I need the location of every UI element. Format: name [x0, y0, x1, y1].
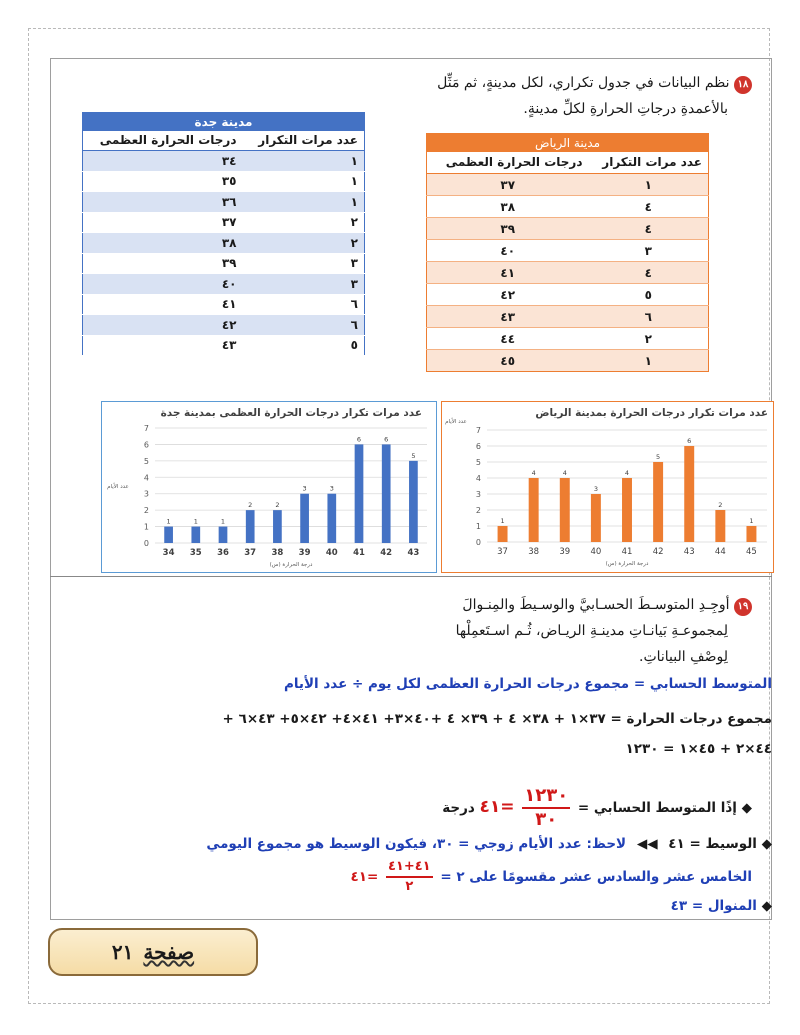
mean-label: إذًا المتوسط الحسابي =	[577, 800, 737, 816]
table-row	[83, 315, 365, 336]
table-row	[83, 274, 365, 295]
median-numerator: ٤١+٤١	[386, 858, 433, 878]
frequency-cell: ٢	[589, 328, 709, 350]
y-tick-label: 7	[475, 426, 481, 435]
y-axis-label: عدد الأيام	[107, 484, 129, 490]
y-tick-label: 7	[143, 424, 149, 433]
temperature-cell: ٤١	[427, 262, 589, 284]
page-number: ٢١	[111, 940, 134, 964]
temperature-cell: ٣٨	[83, 233, 243, 254]
riyadh-bar-chart	[441, 401, 774, 573]
frequency-cell: ٤	[589, 196, 709, 218]
y-tick-label: 0	[475, 538, 481, 547]
mode-line	[32, 898, 772, 914]
mean-numerator: ١٢٣٠	[522, 785, 570, 809]
data-label: 4	[531, 469, 536, 477]
data-label: 4	[562, 469, 567, 477]
frequency-cell: ٤	[589, 262, 709, 284]
frequency-cell: ١	[589, 350, 709, 372]
jeddah-header-temperature: درجات الحرارة العظمى	[83, 131, 243, 151]
bar	[246, 510, 255, 543]
bar	[219, 527, 228, 543]
y-tick-label: 1	[475, 522, 481, 531]
riyadh-header-frequency: عدد مرات التكرار	[589, 152, 709, 174]
riyadh-header-temperature: درجات الحرارة العظمى	[427, 152, 589, 174]
table-row	[427, 196, 709, 218]
mean-denominator: ٣٠	[535, 809, 558, 830]
jeddah-chart-svg	[102, 402, 435, 571]
y-tick-label: 3	[143, 489, 149, 499]
frequency-cell: ٣	[589, 240, 709, 262]
x-tick-label: 40	[325, 548, 338, 558]
temperature-cell: ٤١	[83, 294, 243, 315]
temperature-cell: ٣٦	[83, 192, 243, 213]
frequency-cell: ٦	[243, 315, 365, 336]
data-label: 4	[624, 469, 630, 477]
x-tick-label: 42	[380, 548, 393, 558]
diamond-bullet-icon: ◆	[741, 800, 752, 816]
section-divider	[50, 576, 772, 577]
temperature-cell: ٣٤	[83, 151, 243, 172]
x-tick-label: 36	[217, 548, 229, 558]
median-note-line-2: الخامس عشر والسادس عشر مقسومًا على ٢ = $\frac{٤١+٤١}{٢}$ =٤١	[350, 859, 752, 894]
x-axis-label: درجة الحرارة (س)	[605, 561, 649, 567]
frequency-cell: ٢	[243, 233, 365, 254]
temperature-cell: ٣٥	[83, 171, 243, 192]
median-result: ٤١	[350, 869, 367, 885]
frequency-cell: ٥	[589, 284, 709, 306]
data-label: 3	[329, 484, 334, 493]
question-19	[332, 592, 752, 670]
table-row	[83, 233, 365, 254]
median-denominator: ٢	[405, 879, 414, 894]
table-row	[427, 306, 709, 328]
frequency-cell: ١	[243, 171, 365, 192]
temperature-cell: ٤٠	[83, 274, 243, 295]
page-word: صفحة	[143, 940, 195, 964]
data-label: 1	[166, 517, 171, 526]
temperature-cell: ٤٤	[427, 328, 589, 350]
y-tick-label: 6	[475, 442, 481, 451]
temperature-cell: ٤٣	[83, 335, 243, 356]
table-row	[427, 218, 709, 240]
bar	[191, 527, 200, 543]
median-note: لاحظ: عدد الأيام زوجي = ٣٠، فيكون الوسيط هو مجموع اليومي	[206, 836, 627, 852]
y-tick-label: 4	[143, 473, 149, 483]
question-number-badge: ١٨	[734, 76, 752, 94]
x-tick-label: 43	[683, 547, 695, 557]
frequency-cell: ٤	[589, 218, 709, 240]
table-row	[83, 335, 365, 356]
frequency-cell: ٦	[243, 294, 365, 315]
data-label: 1	[749, 517, 754, 525]
y-axis-label: عدد الأيام	[445, 419, 467, 425]
diamond-bullet-icon: ◆	[761, 836, 772, 852]
table-row	[83, 253, 365, 274]
data-label: 5	[656, 453, 661, 461]
mean-fraction	[522, 785, 570, 831]
question-number-badge: ١٩	[734, 598, 752, 616]
median-line	[32, 836, 772, 852]
x-tick-label: 38	[528, 547, 540, 557]
y-tick-label: 5	[143, 456, 149, 466]
temperature-cell: ٤٢	[427, 284, 589, 306]
temperature-cell: ٣٩	[83, 253, 243, 274]
frequency-cell: ١	[243, 192, 365, 213]
bar	[746, 526, 756, 542]
table-row	[83, 151, 365, 172]
bar	[327, 494, 336, 543]
frequency-cell: ٣	[243, 274, 365, 295]
x-tick-label: 41	[621, 547, 633, 557]
x-tick-label: 42	[652, 547, 664, 557]
y-tick-label: 2	[143, 506, 149, 516]
x-tick-label: 41	[353, 548, 365, 558]
median-note-2: الخامس عشر والسادس عشر مقسومًا على ٢ =	[440, 869, 752, 885]
frequency-cell: ٢	[243, 212, 365, 233]
y-tick-label: 1	[143, 522, 149, 532]
bar	[382, 444, 391, 543]
table-row	[83, 294, 365, 315]
frequency-cell: ١	[243, 151, 365, 172]
x-tick-label: 45	[746, 547, 757, 557]
mode-label: المنوال = ٤٣	[670, 898, 757, 914]
y-tick-label: 5	[475, 458, 481, 467]
page-number-tag	[48, 928, 258, 976]
table-row	[427, 174, 709, 196]
temperature-cell: ٣٧	[83, 212, 243, 233]
x-tick-label: 37	[244, 548, 257, 558]
mean-result: ٤١	[479, 797, 501, 817]
frequency-cell: ١	[589, 174, 709, 196]
question-line-1: أوجِـدِ المتوسـطَ الحسـابيَّ والوسـيطَ والمِنـوالَ	[462, 597, 730, 613]
data-label: 1	[220, 517, 226, 526]
y-tick-label: 6	[143, 440, 149, 450]
table-row	[83, 192, 365, 213]
bar	[498, 526, 508, 542]
x-tick-label: 35	[189, 548, 202, 558]
bar	[684, 446, 694, 542]
data-label: 3	[302, 484, 307, 493]
bar	[653, 462, 663, 542]
bar	[164, 527, 173, 543]
jeddah-bar-chart	[101, 401, 437, 573]
temperature-cell: ٤٣	[427, 306, 589, 328]
jeddah-table-caption: مدينة جدة	[83, 113, 365, 131]
data-label: 1	[500, 517, 505, 525]
question-line-2: لِمجموعـةِ بَيانـاتِ مدينـةِ الريـاض، ثُـم اسـتَعمِلْها	[455, 623, 728, 639]
x-tick-label: 38	[271, 548, 284, 558]
riyadh-frequency-table	[426, 133, 709, 372]
frequency-cell: ٦	[589, 306, 709, 328]
y-tick-label: 4	[475, 474, 481, 483]
data-label: 1	[193, 517, 198, 526]
x-tick-label: 43	[407, 548, 420, 558]
x-axis-label: درجة الحرارة (س)	[269, 562, 313, 568]
x-tick-label: 37	[497, 547, 508, 557]
data-label: 2	[275, 501, 280, 510]
question-line-3: لِوصْفِ البياناتِ.	[639, 649, 728, 665]
jeddah-frequency-table	[82, 112, 365, 356]
table-row	[427, 284, 709, 306]
question-18	[372, 70, 752, 122]
table-row	[83, 171, 365, 192]
frequency-cell: ٣	[243, 253, 365, 274]
data-label: 6	[384, 435, 389, 444]
median-fraction	[386, 858, 433, 896]
riyadh-chart-svg	[442, 402, 772, 571]
mean-result-line: ◆ إذًا المتوسط الحسابي = $\frac{١٢٣٠}{٣٠}$ =٤١ درجة	[442, 785, 752, 830]
data-label: 6	[356, 435, 362, 444]
data-label: 2	[248, 501, 253, 510]
bar	[355, 444, 364, 543]
question-line-1: نظم البيانات في جدول تكراري، لكل مدينةٍ، ثم مَثِّل	[437, 75, 730, 91]
bar	[300, 494, 309, 543]
question-line-2: بالأعمدةِ درجاتِ الحرارةِ لكلِّ مدينةٍ.	[523, 101, 728, 117]
data-label: 5	[411, 451, 416, 460]
bar	[409, 461, 418, 543]
bar	[273, 510, 282, 543]
sum-line-1: مجموع درجات الحرارة = ٣٧×١ + ٣٨× ٤ + ٣٩× ٤ +٤٠×٣+ ٤١×٤+ ٤٢×٥+ ٤٣×٦ +	[222, 711, 772, 727]
x-tick-label: 39	[298, 548, 311, 558]
double-arrow-icon: ◀◀	[636, 836, 658, 852]
bar	[715, 510, 725, 542]
frequency-cell: ٥	[243, 335, 365, 356]
chart-title: عدد مرات تكرار درجات الحرارة العظمى بمدينة جدة	[160, 407, 422, 419]
table-row	[427, 240, 709, 262]
temperature-cell: ٣٨	[427, 196, 589, 218]
data-label: 2	[718, 501, 723, 509]
table-row	[427, 328, 709, 350]
data-label: 6	[687, 437, 692, 445]
bar	[591, 494, 601, 542]
y-tick-label: 0	[143, 539, 149, 548]
bar	[560, 478, 570, 542]
x-tick-label: 34	[162, 548, 175, 558]
mean-definition: المتوسط الحسابي = مجموع درجات الحرارة العظمى لكل يوم ÷ عدد الأيام	[283, 676, 772, 692]
data-label: 3	[593, 485, 598, 493]
table-row	[427, 262, 709, 284]
jeddah-header-frequency: عدد مرات التكرار	[243, 131, 365, 151]
temperature-cell: ٣٩	[427, 218, 589, 240]
diamond-bullet-icon: ◆	[761, 898, 772, 914]
bar	[622, 478, 632, 542]
y-tick-label: 2	[475, 506, 481, 515]
mean-unit: درجة	[442, 800, 475, 816]
sum-line-2: ٤٤×٢ + ٤٥×١ = ١٢٣٠	[625, 741, 772, 757]
x-tick-label: 44	[714, 547, 726, 557]
temperature-cell: ٣٧	[427, 174, 589, 196]
table-row	[83, 212, 365, 233]
bar	[529, 478, 539, 542]
x-tick-label: 39	[559, 547, 571, 557]
y-tick-label: 3	[475, 490, 481, 499]
x-tick-label: 40	[590, 547, 602, 557]
chart-title: عدد مرات تكرار درجات الحرارة بمدينة الرياض	[535, 407, 768, 419]
table-row	[427, 350, 709, 372]
riyadh-table-caption: مدينة الرياض	[427, 134, 709, 152]
temperature-cell: ٤٥	[427, 350, 589, 372]
median-label: الوسيط = ٤١	[668, 836, 757, 852]
temperature-cell: ٤٠	[427, 240, 589, 262]
temperature-cell: ٤٢	[83, 315, 243, 336]
